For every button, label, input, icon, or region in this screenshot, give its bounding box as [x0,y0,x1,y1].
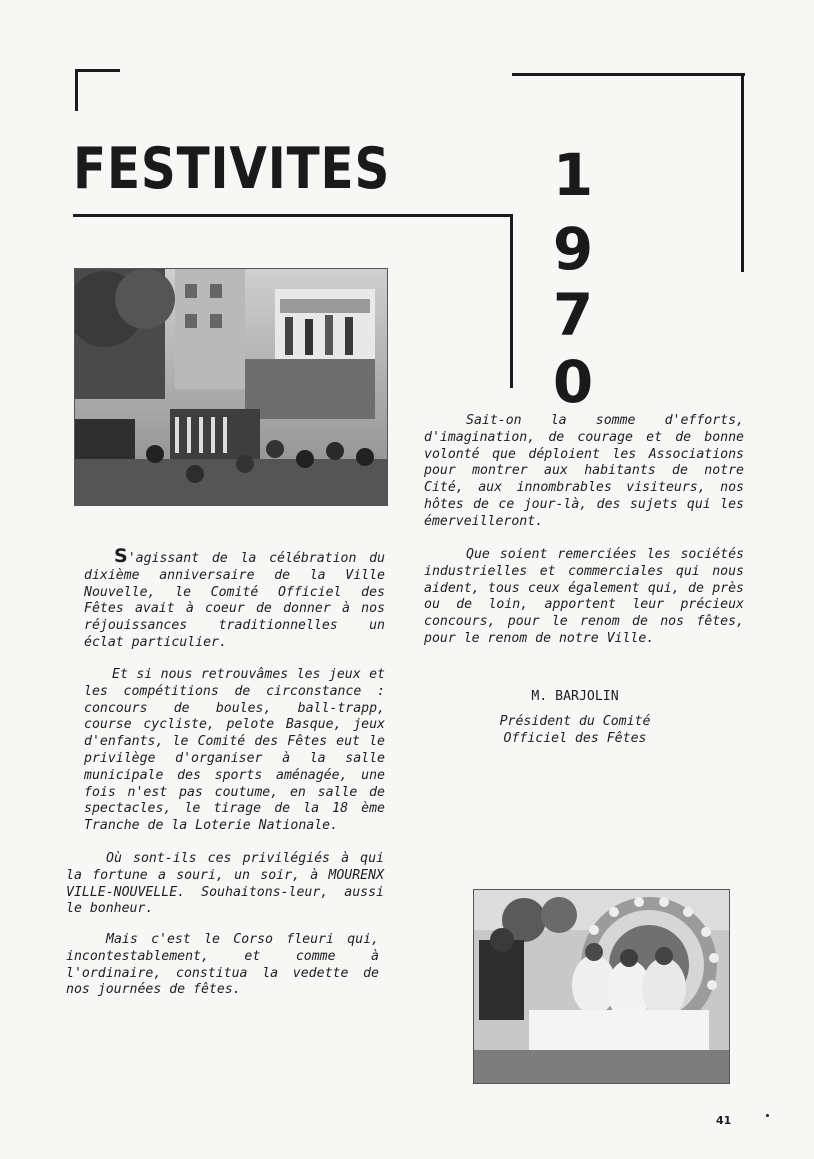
year-digit-2: 9 [552,215,594,283]
signature-role-line1: Président du Comité [499,714,651,729]
signature-name: M. BARJOLIN [531,689,619,704]
flower-float-photo [473,889,730,1084]
intro-paragraph [84,545,385,652]
center-rule-vertical [510,214,513,388]
dropcap-letter: S [114,545,128,567]
lottery-winners-paragraph: Où sont-ils ces privilégiés à qui la fortune a souri, un soir, à MOURENX VILLE-NOUVELLE. Souhaitons-leur, aussi le bonheur. [66,851,384,917]
associations-paragraph: Sait-on la somme d'efforts, d'imagination, de courage et de bonne volonté que déploient les Associations pour montrer aux habitants de notre Cité, aux innombrables visiteurs, nos hôtes de ce jour-là, des sujets qui les émerveilleront. [424,413,744,529]
signature-role-line2: Officiel des Fêtes [503,731,647,746]
thanks-paragraph: Que soient remerciées les sociétés industrielles et commerciales qui nous aident, tous ceux également qui, de près ou de loin, apportent leur précieux concours, pour le renom de nos fêtes, pour le renom de notre Ville. [424,547,744,646]
year-digit-3: 7 [552,281,594,349]
games-paragraph: Et si nous retrouvâmes les jeux et les compétitions de circonstance : concours de boules, ball-trapp, course cycliste, pelote Basque, jeux d'enfants, le Comité des Fêtes eut le privilège d'organiser à la salle municipale des sports aménagée, une fois n'est pas coutume, en salle de spectacles, le tirage de la 18 ème Tranche de la Loterie Nationale. [84,667,385,834]
year-digit-1: 1 [552,141,594,209]
top-rule-right [512,73,745,76]
parade-crowd-photo-image [75,269,387,505]
right-rule-vertical [741,73,744,272]
page-title: FESTIVITES [73,136,391,202]
corso-paragraph: Mais c'est le Corso fleuri qui, incontestablement, et comme à l'ordinaire, constitua la vedette de nos journées de fêtes. [66,932,379,998]
parade-crowd-photo [74,268,388,506]
page-dot [766,1114,769,1117]
page-number: 41 [716,1114,732,1127]
intro-paragraph-text: 'agissant de la célébration du dixième anniversaire de la Ville Nouvelle, le Comité Officiel des Fêtes avait à coeur de donner à nos réjouissances traditionnelles un éclat particulier. [84,551,385,650]
corner-line-vertical-left [75,69,78,111]
title-underline [73,214,513,217]
corner-line-horizontal-left [75,69,120,72]
flower-float-photo-image [474,890,729,1083]
year-digit-4: 0 [552,348,594,416]
